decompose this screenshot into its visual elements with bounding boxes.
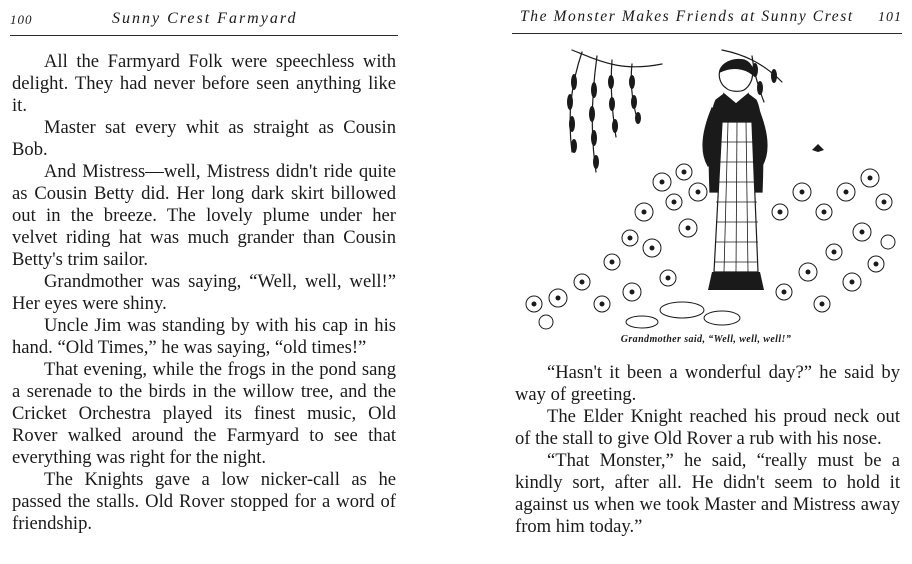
paragraph: “Hasn't it been a wonderful day?” he said by way of greeting.: [515, 362, 900, 405]
paragraph: And Mistress—well, Mistress didn't ride quite as Cousin Betty did. Her long dark skirt billowed out in the breeze. The lovely plume under her velvet riding hat was much grander than Cousin Betty's trim sailor.: [12, 161, 396, 270]
right-page-number: 101: [878, 10, 902, 25]
right-running-title: The Monster Makes Friends at Sunny Crest: [520, 8, 854, 25]
paragraph: The Elder Knight reached his proud neck out of the stall to give Old Rover a rub with his nose.: [515, 406, 900, 449]
paragraph: Grandmother was saying, “Well, well, well!” Her eyes were shiny.: [12, 271, 396, 314]
grandmother-among-flowers-illustration: [512, 42, 902, 332]
paragraph: The Knights gave a low nicker-call as he passed the stalls. Old Rover stopped for a word of friendship.: [12, 469, 396, 534]
book-gutter: [410, 0, 500, 564]
right-page: [500, 0, 912, 564]
paragraph: All the Farmyard Folk were speechless with delight. They had never before seen anything like it.: [12, 51, 396, 116]
paragraph: Master sat every whit as straight as Cousin Bob.: [12, 117, 396, 160]
paragraph: “That Monster,” he said, “really must be a kindly sort, after all. He didn't seem to hold it against us when we took Master and Mistress away from him today.”: [515, 450, 900, 537]
left-page-body: [12, 51, 396, 535]
right-page-header: [512, 8, 902, 34]
illustration-caption: Grandmother said, “Well, well, well!”: [620, 334, 792, 345]
paragraph: That evening, while the frogs in the pond sang a serenade to the birds in the willow tree, and the Cricket Orchestra played its finest music, Old Rover walked around the Farmyard to see that everything was right for the night.: [12, 359, 396, 468]
right-page-body: [515, 362, 900, 538]
paragraph: Uncle Jim was standing by with his cap in his hand. “Old Times,” he was saying, “old times!”: [12, 315, 396, 358]
left-page-header: [10, 10, 398, 36]
left-running-title: Sunny Crest Farmyard: [112, 10, 298, 27]
left-page-number: 100: [10, 12, 33, 27]
left-page: [0, 0, 410, 564]
